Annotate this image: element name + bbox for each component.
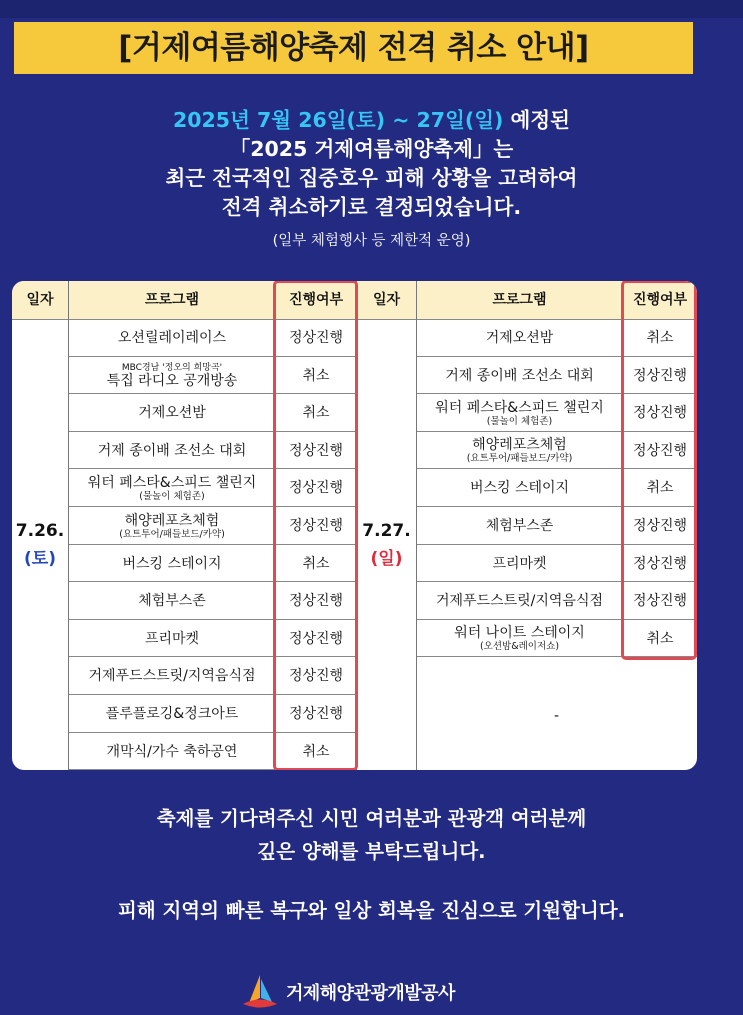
program-cell	[417, 545, 622, 583]
status-cell: 취소	[646, 630, 674, 647]
divider	[68, 281, 69, 770]
header-status-right: 진행여부	[632, 292, 688, 308]
intro-line-3: 최근 전국적인 집중호우 피해 상황을 고려하여	[165, 166, 578, 190]
intro-line-4: 전격 취소하기로 결정되었습니다.	[221, 195, 522, 219]
status-cell: 정상진행	[632, 405, 688, 422]
date-right-value: 7.27.	[362, 520, 411, 541]
program-name: 프리마켓	[144, 630, 200, 647]
program-cell	[69, 319, 275, 357]
program-cell	[69, 545, 275, 583]
festival-dates: 2025년 7월 26일(토) ~ 27일(일)	[173, 108, 504, 132]
program-name: 워터 페스타&스피드 챌린지	[435, 399, 604, 416]
program-name: 거제푸드스트릿/지역음식점	[88, 668, 256, 685]
status-cell: 정상진행	[288, 518, 344, 534]
program-cell	[417, 357, 622, 395]
program-name: 체험부스존	[485, 518, 554, 534]
date-right	[357, 319, 416, 770]
program-cell	[69, 357, 275, 395]
program-detail: (요트투어/패들보드/카약)	[119, 528, 225, 540]
day-left: (토)	[24, 548, 56, 569]
program-detail: (오션밤&레이저쇼)	[479, 641, 560, 653]
intro-line-1-rest: 예정된	[503, 108, 570, 132]
status-cell: 정상진행	[288, 593, 344, 610]
program-name: 워터 나이트 스테이지	[454, 625, 585, 642]
closing-message	[0, 802, 743, 868]
org-logo	[240, 972, 455, 1012]
program-cell	[69, 695, 275, 733]
status-cell: 정상진행	[288, 480, 344, 497]
status-highlight-left	[273, 281, 358, 770]
program-name: 버스킹 스테이지	[122, 555, 222, 572]
empty-cell: -	[553, 707, 560, 724]
status-cell: 정상진행	[288, 630, 344, 647]
program-name: 거제 종이배 조선소 대회	[97, 442, 247, 459]
status-cell: 정상진행	[288, 442, 344, 459]
program-name: 거제푸드스트릿/지역음식점	[435, 593, 603, 610]
divider	[416, 281, 417, 770]
status-highlight-right	[621, 281, 697, 660]
program-name: 체험부스존	[138, 593, 206, 610]
status-cell: 취소	[302, 743, 330, 760]
status-cell: 정상진행	[632, 518, 688, 534]
intro-text	[0, 106, 743, 254]
program-cell	[69, 432, 275, 470]
intro-line-2: 「2025 거제여름해양축제」는	[229, 137, 514, 161]
program-subtitle: MBC경남 '정오의 희망곡'	[121, 362, 223, 373]
program-cell	[69, 620, 275, 658]
program-cell	[69, 657, 275, 695]
status-cell: 정상진행	[288, 330, 344, 346]
program-cell	[69, 733, 275, 770]
status-cell: 취소	[646, 480, 674, 497]
closing-line-3: 피해 지역의 빠른 복구와 일상 회복을 진심으로 기원합니다.	[117, 899, 626, 922]
status-cell: 정상진행	[632, 555, 688, 572]
status-cell: 정상진행	[288, 706, 344, 722]
program-cell	[417, 394, 622, 432]
program-cell	[69, 394, 275, 432]
status-cell: 정상진행	[632, 442, 688, 459]
program-cell	[417, 582, 622, 620]
header-program-right: 프로그램	[492, 292, 547, 308]
program-name: 해양레포츠체험	[124, 512, 220, 529]
page-title: [거제여름해양축제 전격 취소 안내]	[14, 22, 693, 74]
program-cell	[69, 582, 275, 620]
intro-note: (일부 체험행사 등 제한적 운영)	[272, 233, 471, 249]
org-name: 거제해양관광개발공사	[286, 983, 455, 1004]
header-status-left: 진행여부	[288, 292, 344, 308]
status-cell: 정상진행	[632, 593, 688, 610]
program-name: 워터 페스타&스피드 챌린지	[87, 474, 257, 491]
header-date-left: 일자	[26, 292, 54, 308]
sail-logo-icon	[240, 973, 280, 1011]
program-name: 프리마켓	[492, 555, 547, 572]
top-strip	[0, 0, 743, 18]
program-name: 특집 라디오 공개방송	[106, 372, 238, 389]
program-cell	[417, 507, 622, 545]
status-cell: 취소	[302, 367, 330, 384]
closing-line-2: 깊은 양해를 부탁드립니다.	[257, 840, 486, 863]
header-program-left: 프로그램	[144, 292, 200, 308]
program-cell	[417, 620, 622, 658]
program-name: 개막식/가수 축하공연	[106, 743, 238, 760]
program-name: 해양레포츠체험	[472, 437, 567, 454]
status-cell: 정상진행	[632, 367, 688, 384]
program-name: 거제오션밤	[138, 405, 206, 422]
date-left-value: 7.26.	[15, 520, 65, 541]
status-cell: 취소	[302, 555, 330, 572]
program-cell	[69, 469, 275, 507]
status-cell: 취소	[302, 405, 330, 422]
program-cell	[417, 469, 622, 507]
intro-line-1	[0, 106, 743, 135]
program-name: 버스킹 스테이지	[469, 480, 570, 497]
status-cell: 정상진행	[288, 668, 344, 685]
status-cell: 취소	[646, 330, 674, 346]
program-name: 거제 종이배 조선소 대회	[445, 367, 594, 384]
header-date-right: 일자	[372, 292, 401, 308]
program-name: 플루플로깅&정크아트	[105, 706, 239, 722]
program-cell	[417, 319, 622, 357]
date-left	[12, 319, 68, 770]
program-name: 오션릴레이레이스	[117, 330, 227, 346]
program-detail: (물놀이 체험존)	[486, 415, 553, 427]
program-detail: (물놀이 체험존)	[139, 490, 205, 502]
program-name: 거제오션밤	[485, 330, 554, 346]
closing-line-1: 축제를 기다려주신 시민 여러분과 관광객 여러분께	[156, 807, 587, 830]
day-right: (일)	[370, 548, 403, 569]
program-detail: (요트투어/패들보드/카약)	[466, 453, 573, 465]
schedule-table	[12, 281, 697, 770]
program-cell	[69, 507, 275, 545]
program-cell	[417, 432, 622, 470]
